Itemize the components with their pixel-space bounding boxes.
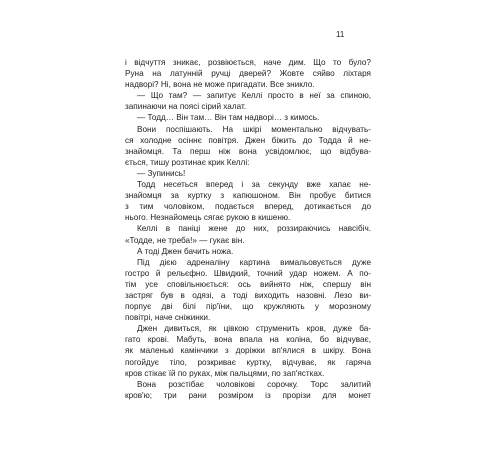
text-line: кров'ю; три рани розміром із прорізи для монет [125, 390, 371, 400]
text-line: застряг був в одязі, а тоді виходить назовні. Лезо ви- [125, 290, 371, 300]
text-line: ється, тишу розтинає крик Келлі: [125, 157, 250, 167]
text-line: Під дією адреналіну картина вимальовується дуже [137, 257, 371, 267]
text-line: і відчуття зникає, розвіюється, наче дим. Що то було? [125, 58, 371, 67]
text-line: Тодд несеться вперед і за секунду вже хапає не- [137, 180, 371, 190]
text-line: — Що там? — запитує Келлі просто в неї за спиною, [137, 91, 371, 101]
text-line: Руна на латунній ручці дверей? Жовте сяйво ліхтаря [125, 69, 371, 79]
text-line: — Тодд… Він там… Він там надворі… з кимось. [137, 113, 320, 123]
text-line: тім усе сповільнюється: ось вийнято ніж, спершу він [125, 279, 371, 289]
text-line: гато крові. Мабуть, вона впала на коліна, бо відчуває, [125, 335, 371, 345]
text-line: кров стікає їй по руках, між пальцями, по зап'ястках. [125, 368, 325, 378]
text-line: порпує дві білі пір'їни, що кружляють у морозному [125, 302, 371, 312]
text-line: з тим чоловіком, подається вперед, дотикається до [125, 202, 371, 212]
text-line: А тоді Джен бачить ножа. [137, 246, 234, 256]
text-line: Келлі в паніці жене до них, роззираючись навсібіч. [137, 224, 371, 234]
text-line: погойдує тіло, розкриває куртку, відчуває, як гаряча [125, 357, 371, 367]
text-line: Вона розстібає чоловікові сорочку. Торс залитий [137, 379, 371, 389]
text-line: Джен дивиться, як цівкою струменить кров, дуже ба- [137, 324, 371, 334]
body-text [125, 57, 371, 401]
text-line: повітрі, наче сніжинки. [125, 313, 211, 323]
text-line: нього. Незнайомець сягає рукою в кишеню. [125, 213, 291, 223]
text-line: як маленькі камінчики з доріжки вп'ялися в шкіру. Вона [125, 346, 371, 356]
text-line: гостро й рельєфно. Швидкий, точний удар ножем. А по- [125, 268, 371, 278]
text-line: знайомця. Та перш ніж вона усвідомлює, що відбува- [125, 146, 371, 156]
text-line: знайомця за куртку з капюшоном. Він пробує битися [125, 191, 371, 201]
text-line: надворі? Ні, вона не може пригадати. Все зникло. [125, 80, 315, 90]
text-line: — Зупинись! [137, 168, 186, 178]
text-line: ся холодне осіннє повітря. Джен біжить до Тодда й не- [125, 135, 371, 145]
text-line: «Тодде, не треба!» — гукає він. [125, 235, 245, 245]
page-number: 11 [336, 30, 345, 39]
text-line: запинаючи на поясі сірий халат. [125, 102, 247, 112]
text-line: Вони поспішають. На шкірі моментально відчувать- [137, 124, 371, 134]
